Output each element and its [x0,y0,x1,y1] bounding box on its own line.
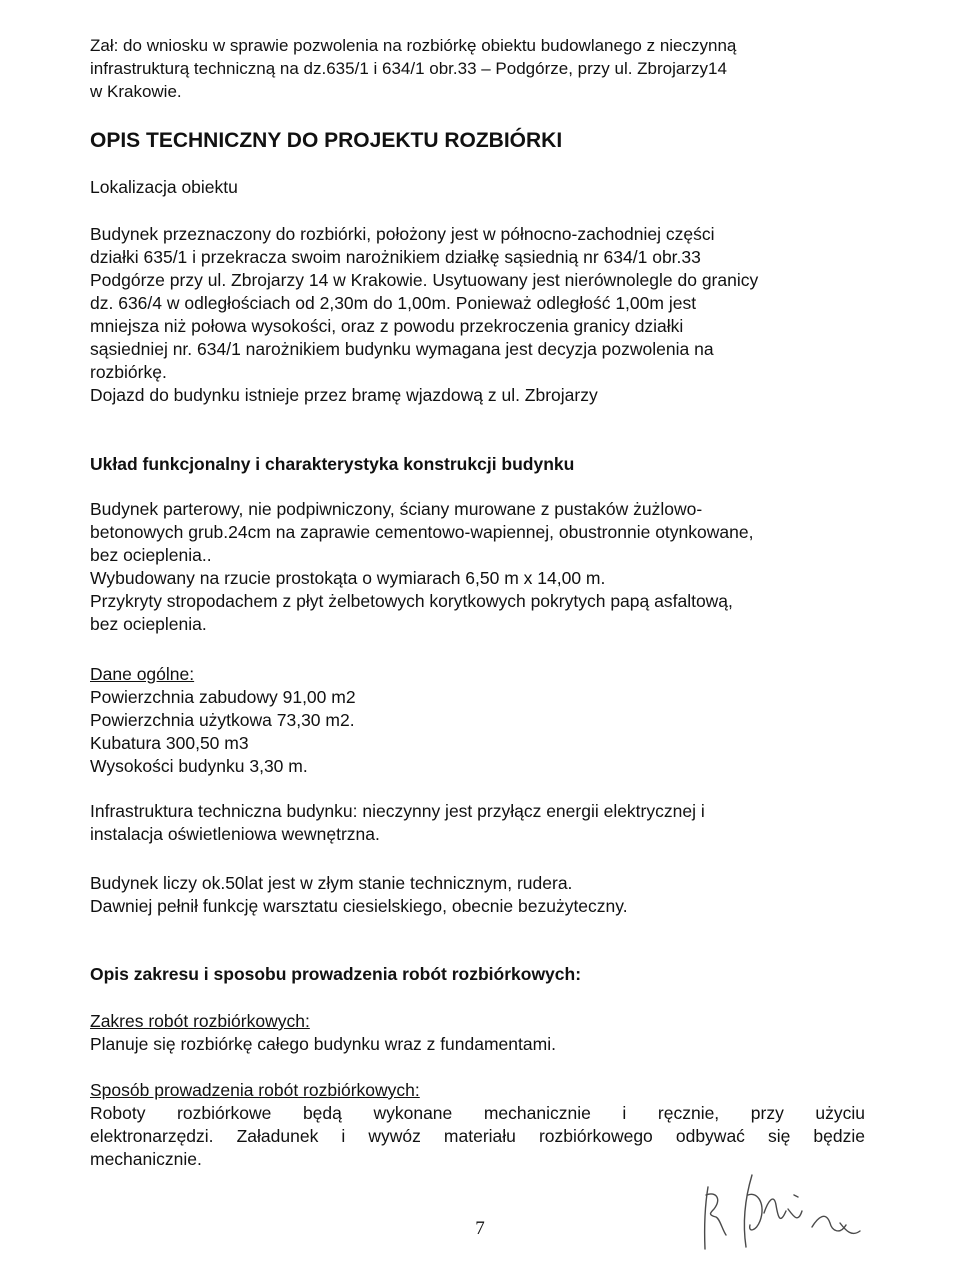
paragraph-line: Przykryty stropodachem z płyt żelbetowych korytkowych pokrytych papą asfaltową, [90,591,733,611]
paragraph-line: Planuje się rozbiórkę całego budynku wraz z fundamentami. [90,1034,556,1054]
section-body-sposob [90,1102,865,1171]
section-heading-uklad: Układ funkcjonalny i charakterystyka konstrukcji budynku [90,454,575,474]
page-number: 7 [475,1218,485,1239]
section-dane [90,663,880,778]
paragraph-line: betonowych grub.24cm na zaprawie cementowo-wapiennej, obustronnie otynkowane, [90,522,754,542]
paragraph-line: Roboty rozbiórkowe będą wykonane mechanicznie i ręcznie, przy użyciu [90,1103,865,1123]
section-heading-opis-zakresu: Opis zakresu i sposobu prowadzenia robót rozbiórkowych: [90,964,582,984]
section-sposob [90,1079,880,1171]
section-heading-zakres: Zakres robót rozbiórkowych: [90,1011,310,1031]
handwritten-signature [690,1165,890,1255]
paragraph-line: Podgórze przy ul. Zbrojarzy 14 w Krakowie. Usytuowany jest nierównolegle do granicy [90,270,759,290]
header-note-line: w Krakowie. [90,82,182,101]
paragraph-line: bez ocieplenia.. [90,545,212,565]
paragraph-line: Budynek parterowy, nie podpiwniczony, ściany murowane z pustaków żużlowo- [90,499,703,519]
section-heading-sposob: Sposób prowadzenia robót rozbiórkowych: [90,1080,420,1100]
data-line: Powierzchnia zabudowy 91,00 m2 [90,687,356,707]
data-line: Powierzchnia użytkowa 73,30 m2. [90,710,355,730]
paragraph-line: elektronarzędzi. Załadunek i wywóz materiału rozbiórkowego odbywać się będzie [90,1126,865,1146]
section-zakres [90,1010,880,1056]
paragraph-line: bez ocieplenia. [90,614,207,634]
data-line: Kubatura 300,50 m3 [90,733,249,753]
header-note [90,34,880,103]
paragraph-line: rozbiórkę. [90,362,167,382]
section-heading-dane: Dane ogólne: [90,664,195,684]
header-note-line: infrastrukturą techniczną na dz.635/1 i 634/1 obr.33 – Podgórze, przy ul. Zbrojarzy14 [90,59,727,78]
paragraph-line: Budynek przeznaczony do rozbiórki, położony jest w północno-zachodniej części [90,224,715,244]
data-line: Wysokości budynku 3,30 m. [90,756,308,776]
section-body-lokalizacja [90,223,880,407]
section-body-uklad [90,498,880,636]
document-title: OPIS TECHNICZNY DO PROJEKTU ROZBIÓRKI [90,129,563,152]
paragraph-line: mniejsza niż połowa wysokości, oraz z powodu przekroczenia granicy działki [90,316,684,336]
paragraph-line: Dojazd do budynku istnieje przez bramę wjazdową z ul. Zbrojarzy [90,385,598,405]
paragraph-line: Budynek liczy ok.50lat jest w złym stanie technicznym, rudera. [90,873,573,893]
paragraph-line: mechanicznie. [90,1149,202,1169]
paragraph-line: dz. 636/4 w odległościach od 2,30m do 1,00m. Ponieważ odległość 1,00m jest [90,293,697,313]
header-note-line: Zał: do wniosku w sprawie pozwolenia na rozbiórkę obiektu budowlanego z nieczynną [90,36,737,55]
paragraph-line: Infrastruktura techniczna budynku: nieczynny jest przyłącz energii elektrycznej i [90,801,705,821]
paragraph-line: Wybudowany na rzucie prostokąta o wymiarach 6,50 m x 14,00 m. [90,568,606,588]
paragraph-line: działki 635/1 i przekracza swoim narożnikiem działkę sąsiednią nr 634/1 obr.33 [90,247,701,267]
paragraph-line: instalacja oświetleniowa wewnętrzna. [90,824,380,844]
paragraph-line: Dawniej pełnił funkcję warsztatu ciesielskiego, obecnie bezużyteczny. [90,896,628,916]
paragraph-line: sąsiedniej nr. 634/1 narożnikiem budynku wymagana jest decyzja pozwolenia na [90,339,714,359]
section-infrastruktura [90,800,880,846]
section-heading-lokalizacja: Lokalizacja obiektu [90,177,238,197]
section-stan [90,872,880,918]
